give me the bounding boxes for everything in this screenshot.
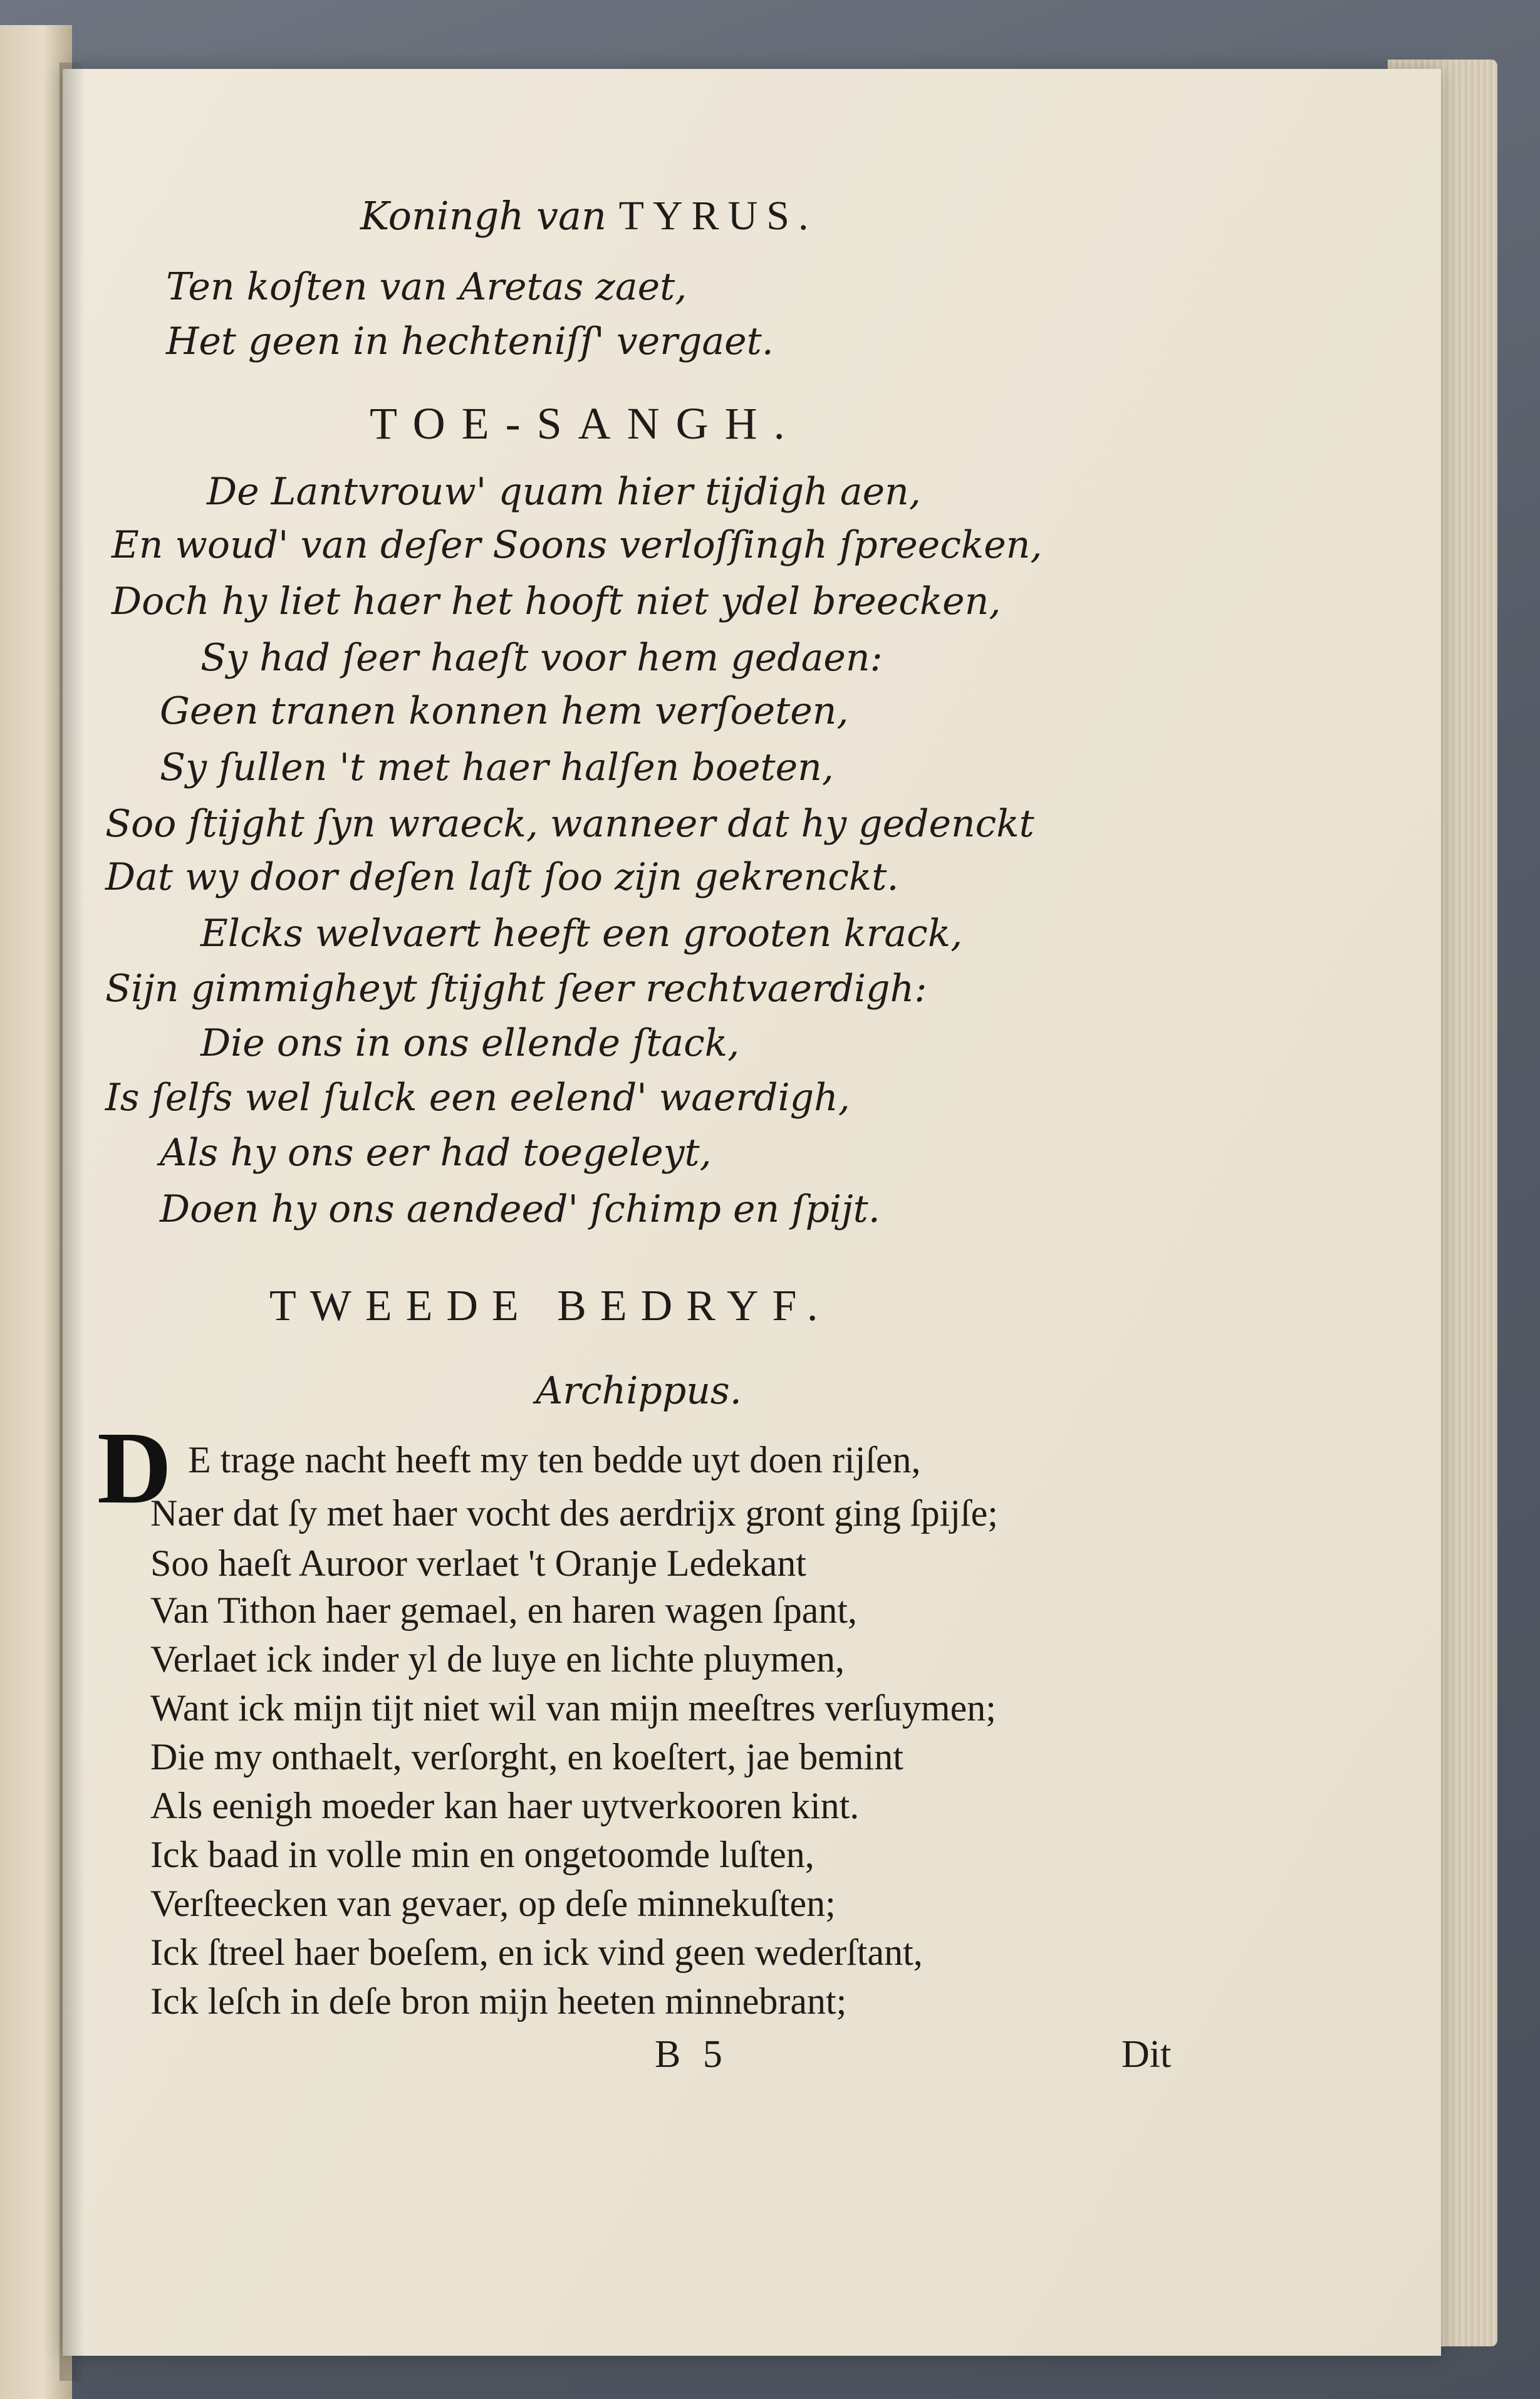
speech-line: Naer dat ſy met haer vocht des aerdrijx gront ging ſpijſe;	[150, 1492, 998, 1534]
song-line: Geen tranen konnen hem verſoeten,	[160, 689, 849, 733]
song-line: Die ons in ons ellende ſtack,	[200, 1021, 740, 1065]
speech-line: Ick leſch in deſe bron mijn heeten minnebrant;	[150, 1980, 847, 2022]
song-line: Doen hy ons aendeed' ſchimp en ſpijt.	[160, 1187, 880, 1231]
song-line: Sy had ſeer haeſt voor hem gedaen:	[200, 636, 883, 680]
stanza-line: Ten koſten van Aretas zaet,	[166, 265, 687, 309]
song-line: Sy ſullen 't met haer halſen boeten,	[160, 746, 834, 789]
stanza-line: Het geen in hechteniſſ' vergaet.	[166, 320, 774, 363]
song-line: Doch hy liet haer het hooft niet ydel breecken,	[112, 580, 1001, 623]
song-line: De Lantvrouw' quam hier tijdigh aen,	[207, 470, 921, 514]
header-prefix: Koningh van	[360, 193, 606, 239]
running-header	[360, 195, 818, 237]
song-line: Soo ſtijght ſyn wraeck, wanneer dat hy gedenckt	[105, 802, 1034, 846]
spine-shadow	[60, 63, 85, 2381]
speech-line: Als eenigh moeder kan haer uytverkooren kint.	[150, 1785, 860, 1826]
speech-line: Verlaet ick inder yl de luye en lichte pluymen,	[150, 1638, 845, 1680]
song-line: Elcks welvaert heeft een grooten krack,	[200, 912, 963, 955]
song-line: Sijn gimmigheyt ſtijght ſeer rechtvaerdigh:	[105, 967, 927, 1011]
speech-line: Ick ſtreel haer boeſem, en ick vind geen wederſtant,	[150, 1932, 923, 1973]
signature-mark: B 5	[655, 2033, 729, 2076]
speech-line: Van Tithon haer gemael, en haren wagen ſpant,	[150, 1590, 858, 1631]
speech-line: Die my onthaelt, verſorght, en koeſtert, jae bemint	[150, 1736, 903, 1777]
section-title: TOE-SANGH.	[370, 398, 801, 449]
header-name: TYRUS.	[618, 193, 818, 239]
speech-line: Soo haeſt Auroor verlaet 't Oranje Ledekant	[150, 1543, 807, 1584]
song-line: Is ſelfs wel ſulck een eelend' waerdigh,	[105, 1076, 850, 1120]
speech-line: Ick baad in volle min en ongetoomde luſten,	[150, 1834, 814, 1875]
speech-line: Verſteecken van gevaer, op deſe minnekuſten;	[150, 1883, 836, 1924]
catchword: Dit	[1121, 2033, 1172, 2076]
act-title: TWEEDE BEDRYF.	[269, 1282, 832, 1330]
song-line: En woud' van deſer Soons verloſſingh ſpreecken,	[112, 523, 1043, 567]
speech-line: E trage nacht heeft my ten bedde uyt doen rijſen,	[188, 1439, 921, 1481]
song-line: Dat wy door deſen laſt ſoo zijn gekrenckt.	[105, 855, 899, 899]
speech-line: Want ick mijn tijt niet wil van mijn meeſtres verſuymen;	[150, 1687, 996, 1729]
song-line: Als hy ons eer had toegeleyt,	[160, 1131, 712, 1175]
speaker-name: Archippus.	[536, 1369, 742, 1413]
drop-cap: D	[97, 1410, 172, 1525]
